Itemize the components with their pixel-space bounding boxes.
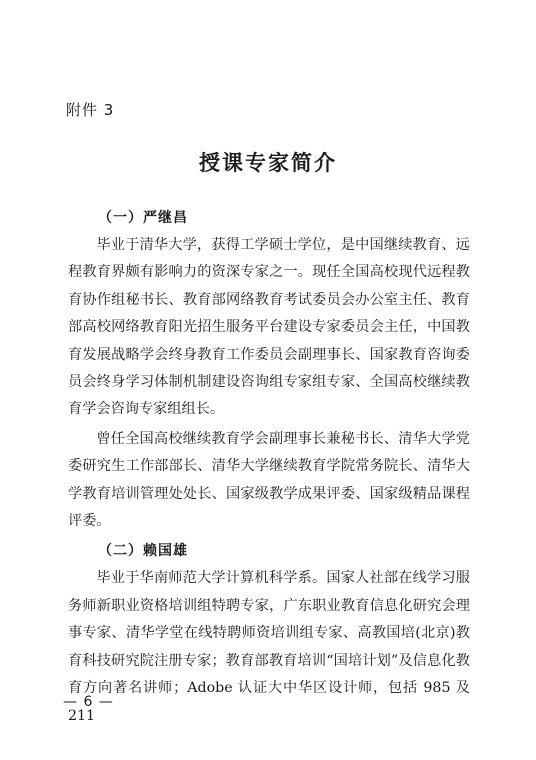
page-number: — 6 — bbox=[63, 694, 114, 710]
attachment-label: 附件 3 bbox=[66, 101, 115, 119]
section-heading-lai-guoxiong: （二）赖国雄 bbox=[98, 543, 188, 560]
document-title: 授课专家简介 bbox=[199, 151, 337, 175]
paragraph-lai-education: 毕业于华南师范大学计算机科学系。国家人社部在线学习服务师新职业资格培训组特聘专家，广东职业教育信息化研究会理事专家、清华学堂在线特聘师资培训组专家、高教国培(北京)教育科技研究院注册专家；教育部教育培训“国培计划”及信息化教育方向著名讲师；Adobe 认证大中华区设计师，包括 985 及 211 bbox=[68, 570, 470, 724]
paragraph-yan-education: 毕业于清华大学，获得工学硕士学位，是中国继续教育、远程教育界颇有影响力的资深专家之一。现任全国高校现代远程教育协作组秘书长、教育部网络教育考试委员会办公室主任、教育部高校网络教育阳光招生服务平台建设专家委员会主任，中国教育发展战略学会终身教育工作委员会副理事长、国家教育咨询委员会终身学习体制机制建设咨询组专家组专家、全国高校继续教育学会咨询专家组组长。 bbox=[68, 237, 470, 418]
section-heading-yan-jichang: （一）严继昌 bbox=[98, 210, 188, 226]
document-body bbox=[68, 204, 470, 732]
paragraph-yan-former-roles: 曾任全国高校继续教育学会副理事长兼秘书长、清华大学党委研究生工作部部长、清华大学继续教育学院常务院长、清华大学教育培训管理处处长、国家级教学成果评委、国家级精品课程评委。 bbox=[68, 430, 470, 530]
